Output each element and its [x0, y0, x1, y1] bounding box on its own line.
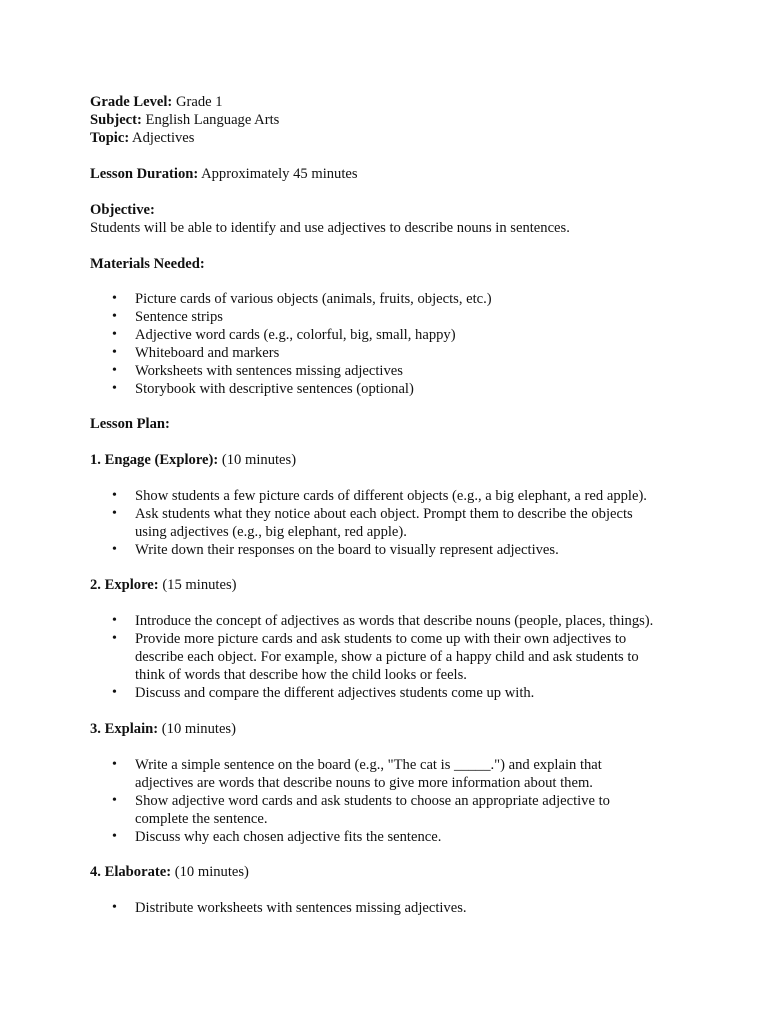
section-time: (10 minutes) [161, 721, 236, 737]
materials-heading: Materials Needed: [90, 256, 205, 272]
objective-block [90, 201, 690, 237]
subject-line [90, 111, 690, 129]
objective-heading: Objective: [90, 202, 155, 218]
list-item: • Show adjective word cards and ask students to choose an appropriate adjective to complete the sentence. [90, 792, 690, 828]
grade-level-label: Grade Level: [90, 94, 173, 110]
list-item: • Discuss why each chosen adjective fits the sentence. [90, 828, 690, 846]
materials-heading-line [90, 255, 690, 273]
subject-value: English Language Arts [145, 112, 280, 128]
topic-label: Topic: [90, 130, 130, 146]
duration-label: Lesson Duration: [90, 166, 199, 182]
list-item: • Sentence strips [90, 308, 690, 326]
section-time: (15 minutes) [162, 577, 237, 593]
lesson-plan-heading: Lesson Plan: [90, 416, 170, 432]
header-block [90, 93, 690, 147]
list-item: • Storybook with descriptive sentences (optional) [90, 380, 690, 398]
topic-line [90, 129, 690, 147]
list-item: • Worksheets with sentences missing adjectives [90, 362, 690, 380]
list-item: • Adjective word cards (e.g., colorful, big, small, happy) [90, 326, 690, 344]
grade-level-line [90, 93, 690, 111]
subject-label: Subject: [90, 112, 142, 128]
elaborate-list [90, 899, 690, 917]
section-heading-explore [90, 576, 690, 594]
duration-value: Approximately 45 minutes [201, 166, 358, 182]
section-title: 1. Engage (Explore): [90, 452, 219, 468]
engage-list [90, 487, 690, 559]
duration-line [90, 165, 690, 183]
section-heading-elaborate [90, 863, 690, 881]
lesson-plan-heading-line [90, 415, 690, 433]
list-item: • Ask students what they notice about each object. Prompt them to describe the objects using adjectives (e.g., big elephant, red apple). [90, 505, 690, 541]
section-title: 4. Elaborate: [90, 864, 172, 880]
objective-text: Students will be able to identify and use adjectives to describe nouns in sentences. [90, 220, 570, 236]
section-title: 3. Explain: [90, 721, 159, 737]
list-item: • Write a simple sentence on the board (e.g., "The cat is _____.") and explain that adjectives are words that describe nouns to give more information about them. [90, 756, 690, 792]
section-heading-engage [90, 451, 690, 469]
list-item: • Distribute worksheets with sentences missing adjectives. [90, 899, 690, 917]
list-item: • Discuss and compare the different adjectives students come up with. [90, 684, 690, 702]
explore-list [90, 612, 690, 702]
list-item: • Introduce the concept of adjectives as words that describe nouns (people, places, things). [90, 612, 690, 630]
list-item: • Picture cards of various objects (animals, fruits, objects, etc.) [90, 290, 690, 308]
list-item: • Write down their responses on the board to visually represent adjectives. [90, 541, 690, 559]
grade-level-value: Grade 1 [175, 94, 223, 110]
materials-list [90, 290, 690, 398]
explain-list [90, 756, 690, 846]
section-title: 2. Explore: [90, 577, 159, 593]
section-time: (10 minutes) [221, 452, 297, 468]
section-heading-explain [90, 720, 690, 738]
list-item: • Show students a few picture cards of different objects (e.g., a big elephant, a red apple). [90, 487, 690, 505]
list-item: • Provide more picture cards and ask students to come up with their own adjectives to describe each object. For example, show a picture of a happy child and ask students to think of words that describe how the child looks or feels. [90, 630, 690, 684]
section-time: (10 minutes) [174, 864, 249, 880]
list-item: • Whiteboard and markers [90, 344, 690, 362]
topic-value: Adjectives [132, 130, 195, 146]
